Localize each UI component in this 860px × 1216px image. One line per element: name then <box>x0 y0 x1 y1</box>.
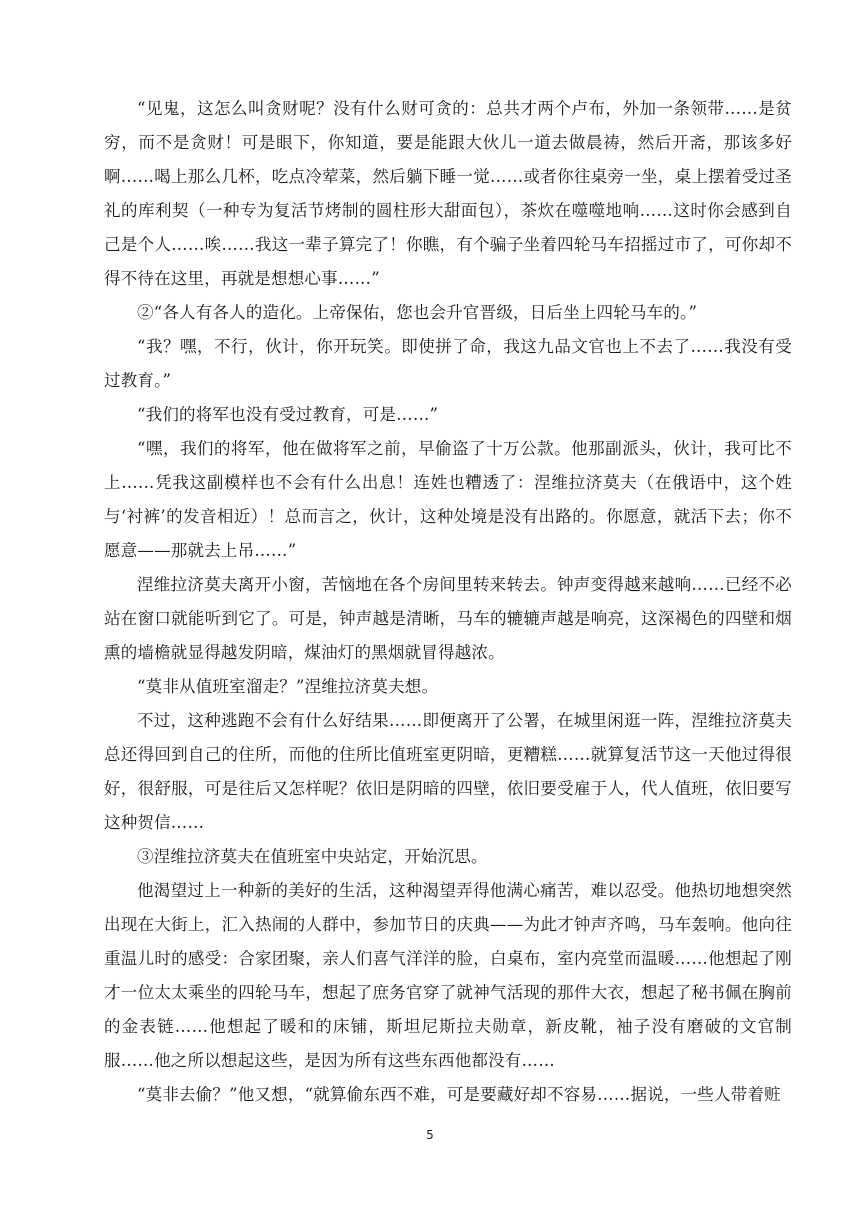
page-number: 5 <box>426 1128 434 1142</box>
paragraph-7: “莫非从值班室溜走？”涅维拉济莫夫想。 <box>137 677 439 696</box>
paragraph-1: “见鬼，这怎么叫贪财呢？没有什么财可贪的：总共才两个卢布，外加一条领带……是贫穷，而不是贪财！可是眼下，你知道，要是能跟大伙儿一道去做晨祷，然后开斋，那该多好啊……喝上那么几杯，吃点冷荤菜，然后躺下睡一觉……或者你往桌旁一坐，桌上摆着受过圣礼的库利契（一种专为复活节烤制的圆柱形大甜面包），茶炊在噬噬地响……这时你会感到自己是个人……唉……我这一辈子算完了！你瞧，有个骗子坐着四轮马车招摇过市了，可你却不得不待在这里，再就是想想心事……” <box>104 99 792 288</box>
paragraph-5: “嘿，我们的将军，他在做将军之前，早偷盗了十万公款。他那副派头，伙计，我可比不上……凭我这副模样也不会有什么出息！连姓也糟透了：涅维拉济莫夫（在俄语中，这个姓与‘衬裤’的发音相近）！总而言之，伙计，这种处境是没有出路的。你愿意，就活下去；你不愿意——那就去上吊……” <box>104 439 792 560</box>
paragraph-10: 他渴望过上一种新的美好的生活，这种渴望弄得他满心痛苦，难以忍受。他热切地想突然出现在大街上，汇入热闹的人群中，参加节日的庆典——为此才钟声齐鸣，马车轰响。他向往重温儿时的感受：合家团聚，亲人们喜气洋洋的脸，白桌布，室内亮堂而温暖……他想起了刚才一位太太乘坐的四轮马车，想起了庶务官穿了就神气活现的那件大衣，想起了秘书佩在胸前的金表链……他想起了暖和的床铺，斯坦尼斯拉夫勋章，新皮靴，袖子没有磨破的文官制服……他之所以想起这些，是因为所有这些东西他都没有…… <box>104 881 792 1070</box>
paragraph-6: 涅维拉济莫夫离开小窗，苦恼地在各个房间里转来转去。钟声变得越来越响……已经不必站在窗口就能听到它了。可是，钟声越是清晰，马车的辘辘声越是响亮，这深褐色的四壁和烟熏的墙檐就显得越发阴暗，煤油灯的黑烟就冒得越浓。 <box>104 575 792 662</box>
paragraph-4: “我们的将军也没有受过教育，可是……” <box>137 405 439 424</box>
paragraph-3: “我？嘿，不行，伙计，你开玩笑。即使拼了命，我这九品文官也上不去了……我没有受过教育。” <box>104 337 792 390</box>
paragraph-9: ③涅维拉济莫夫在值班室中央站定，开始沉思。 <box>137 847 488 866</box>
paragraph-11: “莫非去偷？”他又想，“就算偷东西不难，可是要藏好却不容易……据说，一些人带着赃 <box>137 1085 781 1104</box>
paragraph-8: 不过，这种逃跑不会有什么好结果……即便离开了公署，在城里闲逛一阵，涅维拉济莫夫总还得回到自己的住所，而他的住所比值班室更阴暗，更糟糕……就算复活节这一天他过得很好，很舒服，可是往后又怎样呢？依旧是阴暗的四壁，依旧要受雇于人，代人值班，依旧要写这种贺信…… <box>104 711 792 832</box>
document-body <box>104 92 792 1112</box>
paragraph-2: ②“各人有各人的造化。上帝保佑，您也会升官晋级，日后坐上四轮马车的。” <box>137 303 698 322</box>
